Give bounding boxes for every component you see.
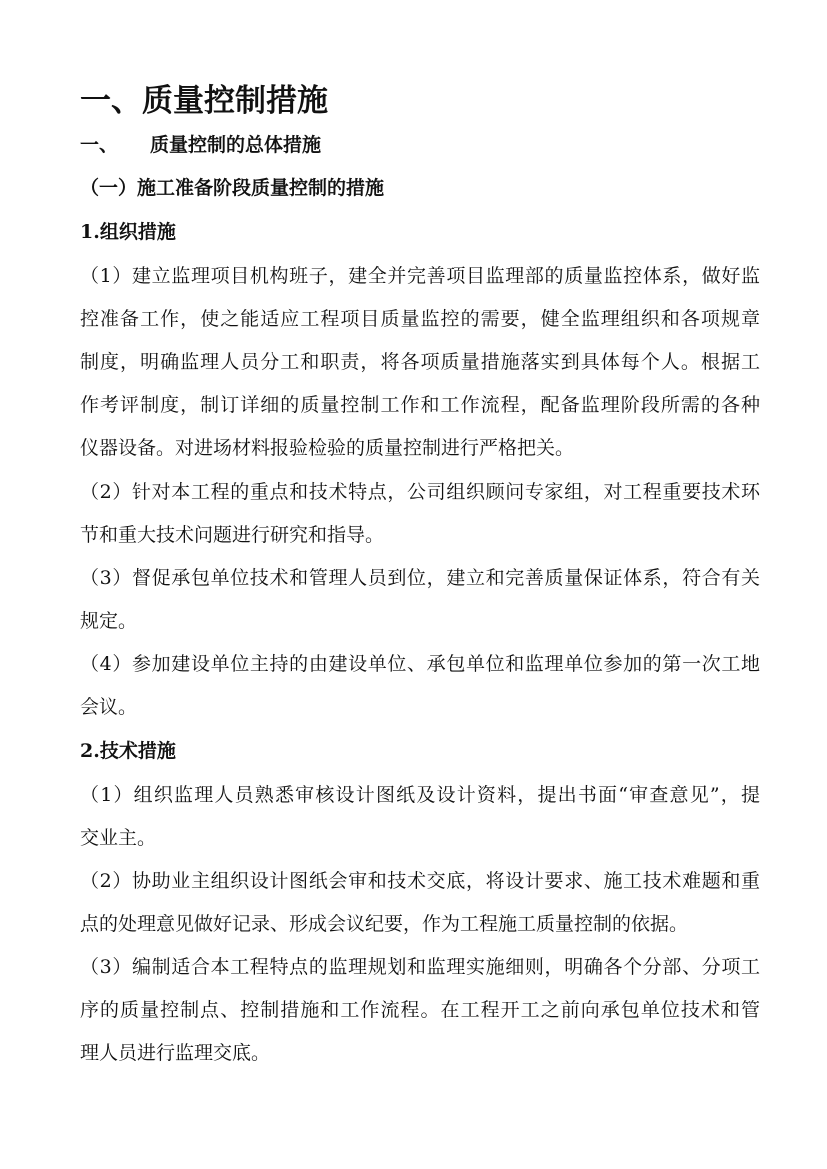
section-title: 质量控制的总体措施 [150,134,322,156]
paragraph-line: （2）针对本工程的重点和技术特点，公司组织顾问专家组，对工程重要技术环 [80,481,760,503]
paragraph-line: 节和重大技术问题进行研究和指导。 [80,524,385,546]
paragraph-line: 理人员进行监理交底。 [80,1042,271,1064]
paragraph-line: 序的质量控制点、控制措施和工作流程。在工程开工之前向承包单位技术和管 [80,999,760,1021]
heading-technical-measures: 2.技术措施 [80,740,176,762]
paragraph-line: （1）建立监理项目机构班子，建全并完善项目监理部的质量监控体系，做好监 [80,265,760,287]
paragraph-line: 控准备工作，使之能适应工程项目质量监控的需要，健全监理组织和各项规章 [80,308,760,330]
section-heading [80,133,760,157]
paragraph-line: 制度，明确监理人员分工和职责，将各项质量措施落实到具体每个人。根据工 [80,351,760,373]
paragraph-line: 会议。 [80,696,138,718]
paragraph-line: （1）组织监理人员熟悉审核设计图纸及设计资料，提出书面“审查意见”，提 [80,784,760,806]
paragraph-line: 作考评制度，制订详细的质量控制工作和工作流程，配备监理阶段所需的各种 [80,394,760,416]
subsection-heading: （一）施工准备阶段质量控制的措施 [80,177,385,199]
paragraph-line: 点的处理意见做好记录、形成会议纪要，作为工程施工质量控制的依据。 [80,913,689,935]
heading-organizational-measures: 1.组织措施 [80,221,176,243]
paragraph-line: 仪器设备。对进场材料报验检验的质量控制进行严格把关。 [80,437,575,459]
paragraph-line: （2）协助业主组织设计图纸会审和技术交底，将设计要求、施工技术难题和重 [80,870,760,892]
section-number: 一、 [80,134,119,156]
paragraph-line: （4）参加建设单位主持的由建设单位、承包单位和监理单位参加的第一次工地 [80,653,760,675]
document-title: 一、质量控制措施 [80,83,328,119]
paragraph-line: 交业主。 [80,827,157,849]
paragraph-line: 规定。 [80,610,138,632]
paragraph-line: （3）编制适合本工程特点的监理规划和监理实施细则，明确各个分部、分项工 [80,956,760,978]
paragraph-line: （3）督促承包单位技术和管理人员到位，建立和完善质量保证体系，符合有关 [80,567,760,589]
